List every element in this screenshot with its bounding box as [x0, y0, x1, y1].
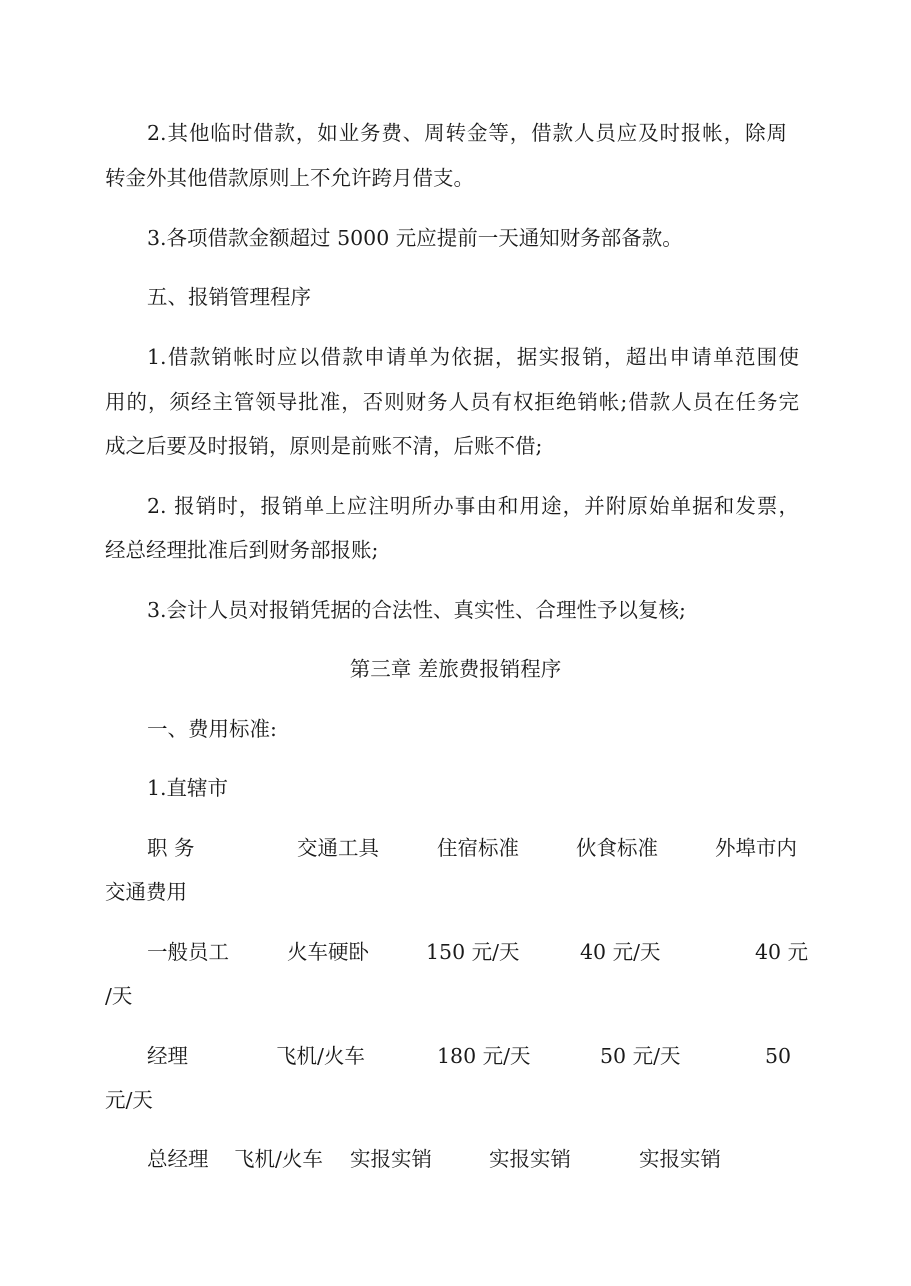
header-lodging: 住宿标准	[437, 836, 519, 860]
cell-local-b: 元/天	[105, 1088, 153, 1112]
paragraph-form-line1: 2. 报销时，报销单上应注明所办事由和用途，并附原始单据和发票，	[147, 494, 799, 518]
cell-meals: 50 元/天	[600, 1044, 681, 1068]
cell-role: 经理	[147, 1044, 188, 1068]
cell-local-a: 40 元	[755, 940, 809, 964]
header-local-transport-b: 交通费用	[105, 880, 187, 904]
paragraph-loan-amount: 3.各项借款金额超过 5000 元应提前一天通知财务部备款。	[147, 226, 683, 250]
paragraph-writeoff-line3: 成之后要及时报销，原则是前账不清，后账不借;	[105, 434, 543, 458]
cell-transport: 飞机/火车	[234, 1147, 323, 1171]
header-meals: 伙食标准	[576, 836, 658, 860]
paragraph-form-line2: 经总经理批准后到财务部报账;	[105, 538, 379, 562]
cell-lodging: 180 元/天	[437, 1044, 531, 1068]
cell-lodging: 150 元/天	[426, 940, 520, 964]
cell-local-b: /天	[105, 984, 133, 1008]
cell-local-a: 实报实销	[639, 1147, 721, 1171]
cell-role: 总经理	[147, 1147, 209, 1171]
paragraph-accountant-review: 3.会计人员对报销凭据的合法性、真实性、合理性予以复核;	[147, 598, 686, 622]
cell-meals: 40 元/天	[580, 940, 661, 964]
cell-role: 一般员工	[147, 940, 229, 964]
section-heading-reimbursement: 五、报销管理程序	[147, 285, 311, 309]
cell-lodging: 实报实销	[350, 1147, 432, 1171]
cell-transport: 火车硬卧	[287, 940, 369, 964]
paragraph-temp-loans-line2: 转金外其他借款原则上不允许跨月借支。	[105, 166, 474, 190]
chapter-title: 第三章 差旅费报销程序	[349, 657, 562, 681]
header-local-transport-a: 外埠市内	[715, 836, 797, 860]
subheading-municipality: 1.直辖市	[147, 776, 229, 800]
paragraph-temp-loans-line1: 2.其他临时借款，如业务费、周转金等，借款人员应及时报帐，除周	[147, 121, 787, 145]
paragraph-writeoff-line2: 用的，须经主管领导批准，否则财务人员有权拒绝销帐;借款人员在任务完	[105, 390, 799, 414]
cell-local-a: 50	[765, 1044, 792, 1068]
cell-meals: 实报实销	[489, 1147, 571, 1171]
header-position: 职 务	[147, 836, 195, 860]
header-transport: 交通工具	[297, 836, 379, 860]
cell-transport: 飞机/火车	[276, 1044, 365, 1068]
section-heading-cost-standard: 一、费用标准:	[147, 717, 277, 741]
paragraph-writeoff-line1: 1.借款销帐时应以借款申请单为依据，据实报销，超出申请单范围使	[147, 345, 799, 369]
